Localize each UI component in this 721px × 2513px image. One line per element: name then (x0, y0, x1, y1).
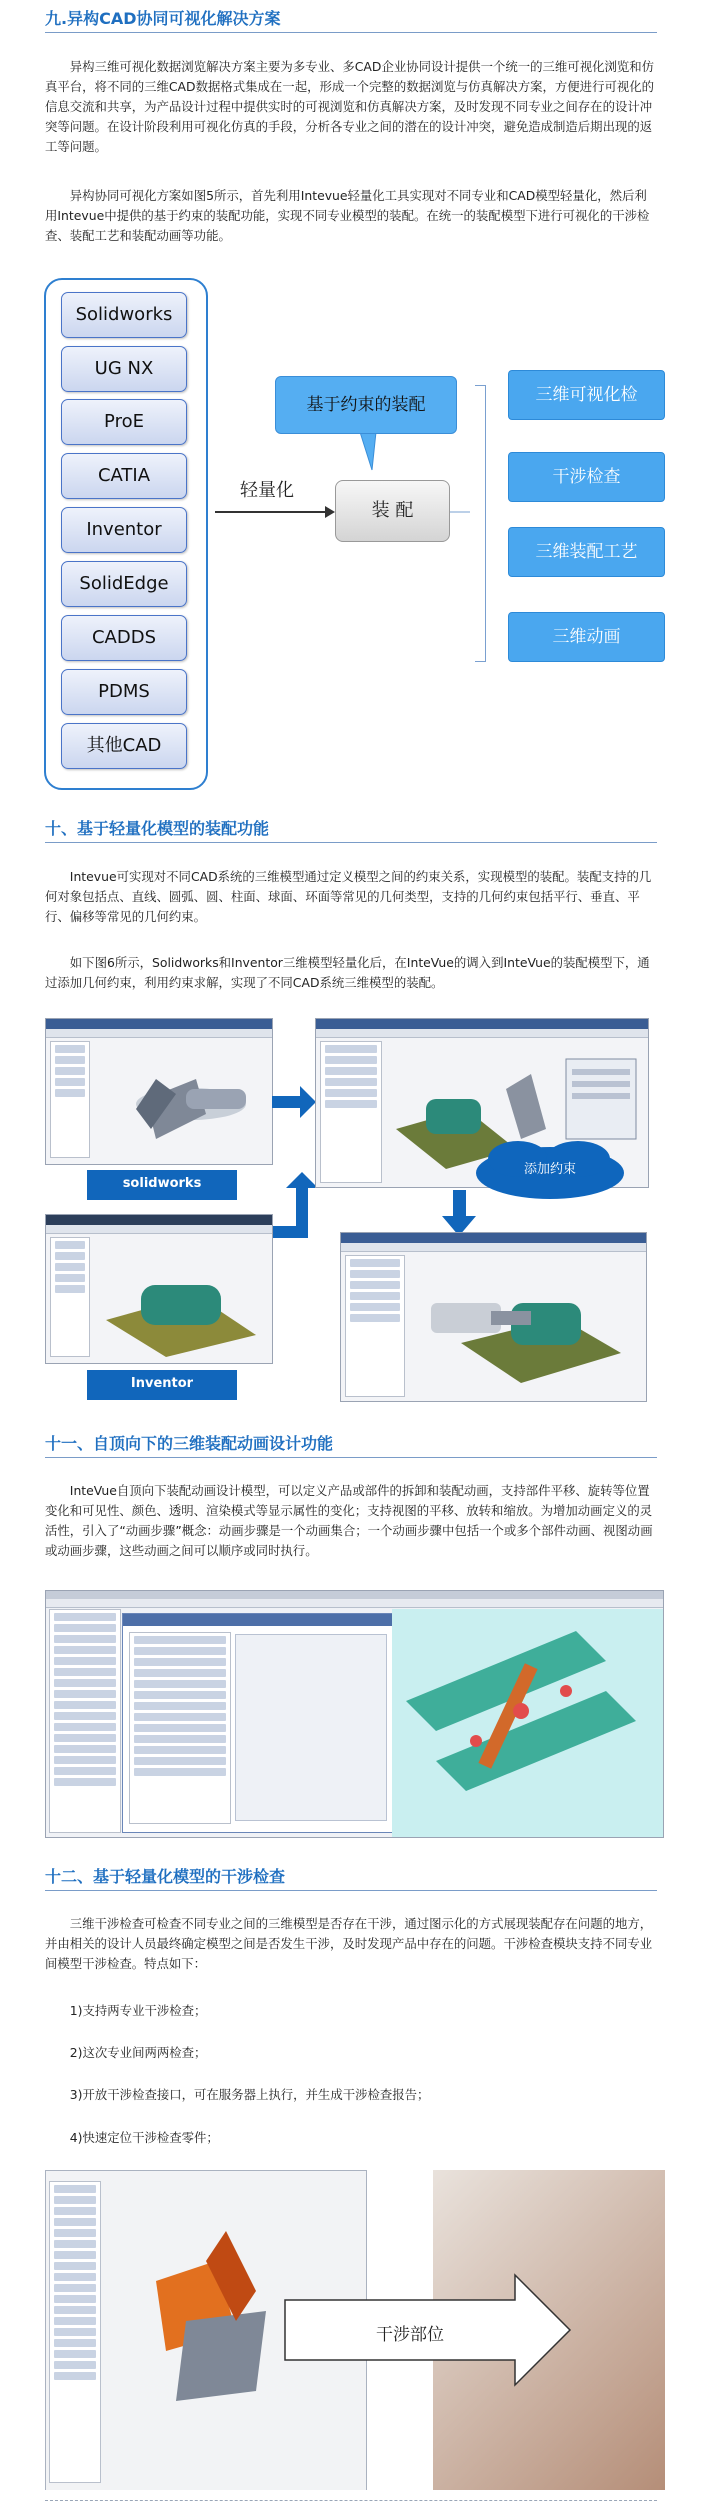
cad-item: CADDS (61, 615, 187, 661)
section-10-paragraph-1: Intevue可实现对不同CAD系统的三维模型通过定义模型之间的约束关系，实现模型的装配。装配支持的几何对象包括点、直线、圆弧、圆、柱面、球面、环面等常见的几何类型，支持的几何约束包括平行、垂直、平行、偏移等常见的几何约束。 (45, 869, 652, 924)
cad-item: UG NX (61, 346, 187, 392)
assembled-screenshot (340, 1232, 647, 1402)
output-item: 三维装配工艺 (508, 527, 665, 577)
section-divider (45, 1890, 657, 1891)
feature-item-2: 2)这次专业间两两检查； (69, 2045, 207, 2060)
feature-item-1: 1)支持两专业干涉检查； (69, 2003, 207, 2018)
section-9-paragraph-1: 异构三维可视化数据浏览解决方案主要为多专业、多CAD企业协同设计提供一个统一的三维可视化浏览和仿真平台，将不同的三维CAD数据格式集成在一起，形成一个完整的数据浏览与仿真解决方案，方便进行可视化的信息交流和共享，为产品设计过程中提供实时的可视浏览和仿真解决方案，及时发现不同专业之间存在的设计冲突等问题。在设计阶段利用可视化仿真的手段，分析各专业之间的潜在的设计冲突，避免造成制造后期出现的返工等问题。 (45, 59, 655, 154)
section-9-title: 九.异构CAD协同可视化解决方案 (45, 9, 281, 28)
lightweight-label: 轻量化 (240, 480, 294, 501)
cad-item: SolidEdge (61, 561, 187, 607)
section-10-paragraph-2: 如下图6所示，Solidworks和Inventor三维模型轻量化后，在InteVue的调入到InteVue的装配模型下，通过添加几何约束，利用约束求解，实现了不同CAD系统三维模型的装配。 (45, 955, 650, 990)
bottom-divider (45, 2500, 657, 2501)
cad-item: 其他CAD (61, 723, 187, 769)
section-11-title: 十一、自顶向下的三维装配动画设计功能 (45, 1434, 334, 1453)
feature-item-4: 4)快速定位干涉检查零件； (69, 2130, 219, 2145)
section-9-paragraph-2: 异构协同可视化方案如图5所示，首先利用Intevue轻量化工具实现对不同专业和CAD模型轻量化，然后利用Intevue中提供的基于约束的装配功能，实现不同专业模型的装配。在统一的装配模型下进行可视化的干涉检查、装配工艺和装配动画等功能。 (45, 188, 650, 243)
section-11-paragraph-1: InteVue自顶向下装配动画设计模型，可以定义产品或部件的拆卸和装配动画，支持部件平移、旋转等位置变化和可见性、颜色、透明、渲染模式等显示属性的变化；支持视图的平移、放转和缩放。为增加动画定义的灵活性，引入了“动画步骤”概念：动画步骤是一个动画集合；一个动画步骤中包括一个或多个部件动画、视图动画或动画步骤，这些动画之间可以顺序或同时执行。 (45, 1483, 653, 1558)
solidworks-label: solidworks (87, 1170, 237, 1200)
section-10-title: 十、基于轻量化模型的装配功能 (45, 819, 270, 838)
interference-figure (45, 2170, 665, 2490)
output-item: 干涉检查 (508, 452, 665, 502)
section-12-paragraph-1: 三维干涉检查可检查不同专业之间的三维模型是否存在干涉，通过图示化的方式展现装配存在问题的地方，并由相关的设计人员最终确定模型之间是否发生干涉，及时发现产品中存在的问题。干涉检查模块支持不同专业间模型干涉检查。特点如下： (45, 1916, 653, 1971)
animation-screenshot (45, 1590, 664, 1838)
cad-item: ProE (61, 399, 187, 445)
feature-item-3: 3)开放干涉检查接口，可在服务器上执行，并生成干涉检查报告； (69, 2087, 430, 2102)
inventor-label: Inventor (87, 1370, 237, 1400)
inventor-screenshot (45, 1214, 273, 1364)
section-divider (45, 1457, 657, 1458)
cad-item: Solidworks (61, 292, 187, 338)
interference-callout: 干涉部位 (376, 2325, 444, 2345)
cad-item: CATIA (61, 453, 187, 499)
cad-item: PDMS (61, 669, 187, 715)
add-constraint-label: 添加约束 (523, 1162, 576, 1177)
constraint-assembly-callout: 基于约束的装配 (275, 376, 457, 434)
assemble-box: 装 配 (335, 480, 450, 542)
cad-item: Inventor (61, 507, 187, 553)
output-item: 三维动画 (508, 612, 665, 662)
section-12-title: 十二、基于轻量化模型的干涉检查 (45, 1867, 286, 1886)
output-item: 三维可视化检 (508, 370, 665, 420)
